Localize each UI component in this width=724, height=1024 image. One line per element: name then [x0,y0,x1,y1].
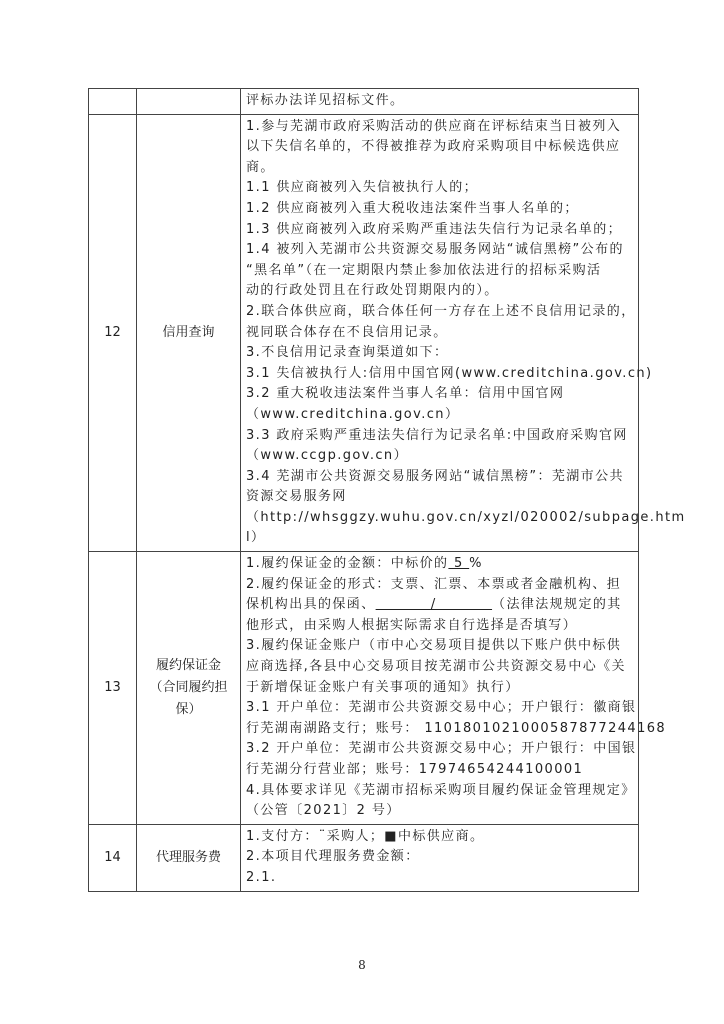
text-line: 他形式，由采购人根据实际需求自行选择是否填写） [246,617,578,633]
text-line: 行芜湖分行营业部；账号：17974654244100001 [246,762,584,777]
text-line: 以下失信名单的，不得被推荐为政府采购项目中标候选供应 [246,139,621,155]
text-line: 1.1 供应商被列入失信被执行人的； [246,180,479,196]
amount-value: 5 [448,556,470,572]
text-line: 3.履约保证金账户（市中心交易项目提供以下账户供中标供 [246,638,622,654]
table-row [89,114,639,551]
row-label: 信用查询 [137,114,241,551]
row-label: 代理服务费 [137,824,241,891]
text-line: 2.履约保证金的形式：支票、汇票、本票或者金融机构、担 [246,576,622,592]
form-note: （法律法规规定的其 [492,597,622,613]
row-number: 14 [89,824,137,891]
content-cell [241,114,686,551]
text-line: 3.1 开户单位：芜湖市公共资源交易中心；开户银行：徽商银 [246,700,637,716]
text-line: 3.2 开户单位：芜湖市公共资源交易中心；开户银行：中国银 [246,741,637,757]
text-line: 商。 [246,159,275,175]
amount-unit: % [469,556,483,572]
text-line: 2.本项目代理服务费金额： [246,849,420,865]
text-line: 2.联合体供应商，联合体任何一方存在上述不良信用记录的， [246,303,636,319]
amount-label: 1.履约保证金的金额：中标价的 [246,556,449,572]
text-line: 评标办法详见招标文件。 [246,93,405,108]
form-label: 保机构出具的保函、 [246,597,376,613]
text-line: 动的行政处罚且在行政处罚期限内的）。 [246,283,499,299]
text-line: 行芜湖南湖路支行；账号： 1101801021000587877244168 [246,720,667,736]
requirements-table [88,88,686,892]
label-line: 履约保证金 [155,657,221,673]
text-line: 资源交易服务网 [246,489,347,505]
text-line [246,595,634,616]
text-line: 2.1. [246,869,277,885]
text-line: 3.3 政府采购严重违法失信行为记录名单:中国政府采购官网 [246,427,628,443]
text-line: 1.3 供应商被列入政府采购严重违法失信行为记录名单的； [246,221,623,237]
text-line: l） [246,530,266,546]
text-line: 1.4 被列入芜湖市公共资源交易服务网站“诚信黑榜”公布的 [246,242,624,258]
form-blank: / [375,597,493,613]
table-row [89,552,639,825]
label-line: （合同履约担 [149,679,228,695]
table-row [89,824,639,891]
row-label [137,552,241,825]
content-cell [241,824,639,891]
content-cell [241,552,667,825]
page-number: 8 [358,958,366,972]
table-row [89,89,639,115]
text-line: （www.creditchina.gov.cn） [246,406,460,422]
text-line: （公管〔2021〕2 号） [246,803,401,819]
text-line: 4.具体要求详见《芜湖市招标采购项目履约保证金管理规定》 [246,782,636,798]
text-line: 3.4 芜湖市公共资源交易服务网站“诚信黑榜”：芜湖市公共 [246,468,624,484]
content-cell [241,89,639,115]
row-number: 12 [89,114,137,551]
text-line: 1.参与芜湖市政府采购活动的供应商在评标结束当日被列入 [246,118,622,134]
text-line: 1.支付方：¨采购人；■中标供应商。 [246,828,485,844]
text-line: 视同联合体存在不良信用记录。 [246,324,448,340]
text-line: 1.2 供应商被列入重大税收违法案件当事人名单的； [246,200,579,216]
text-line: 于新增保证金账户有关事项的通知》执行） [246,679,520,695]
text-line: “黑名单”（在一定期限内禁止参加依法进行的招标采购活 [246,262,602,278]
text-line [246,554,634,575]
row-number: 13 [89,552,137,825]
text-line: 3.1 失信被执行人:信用中国官网(www.creditchina.gov.cn) [246,365,653,381]
text-line: 3.不良信用记录查询渠道如下： [246,345,449,361]
text-line: 应商选择,各县中心交易项目按芜湖市公共资源交易中心《关 [246,659,626,675]
text-line: 3.2 重大税收违法案件当事人名单：信用中国官网 [246,386,565,402]
text-line: （http://whsggzy.wuhu.gov.cn/xyzl/020002/subpage.htm [246,509,686,525]
label-line: 保） [175,701,202,717]
text-line: （www.ccgp.gov.cn） [246,448,408,464]
